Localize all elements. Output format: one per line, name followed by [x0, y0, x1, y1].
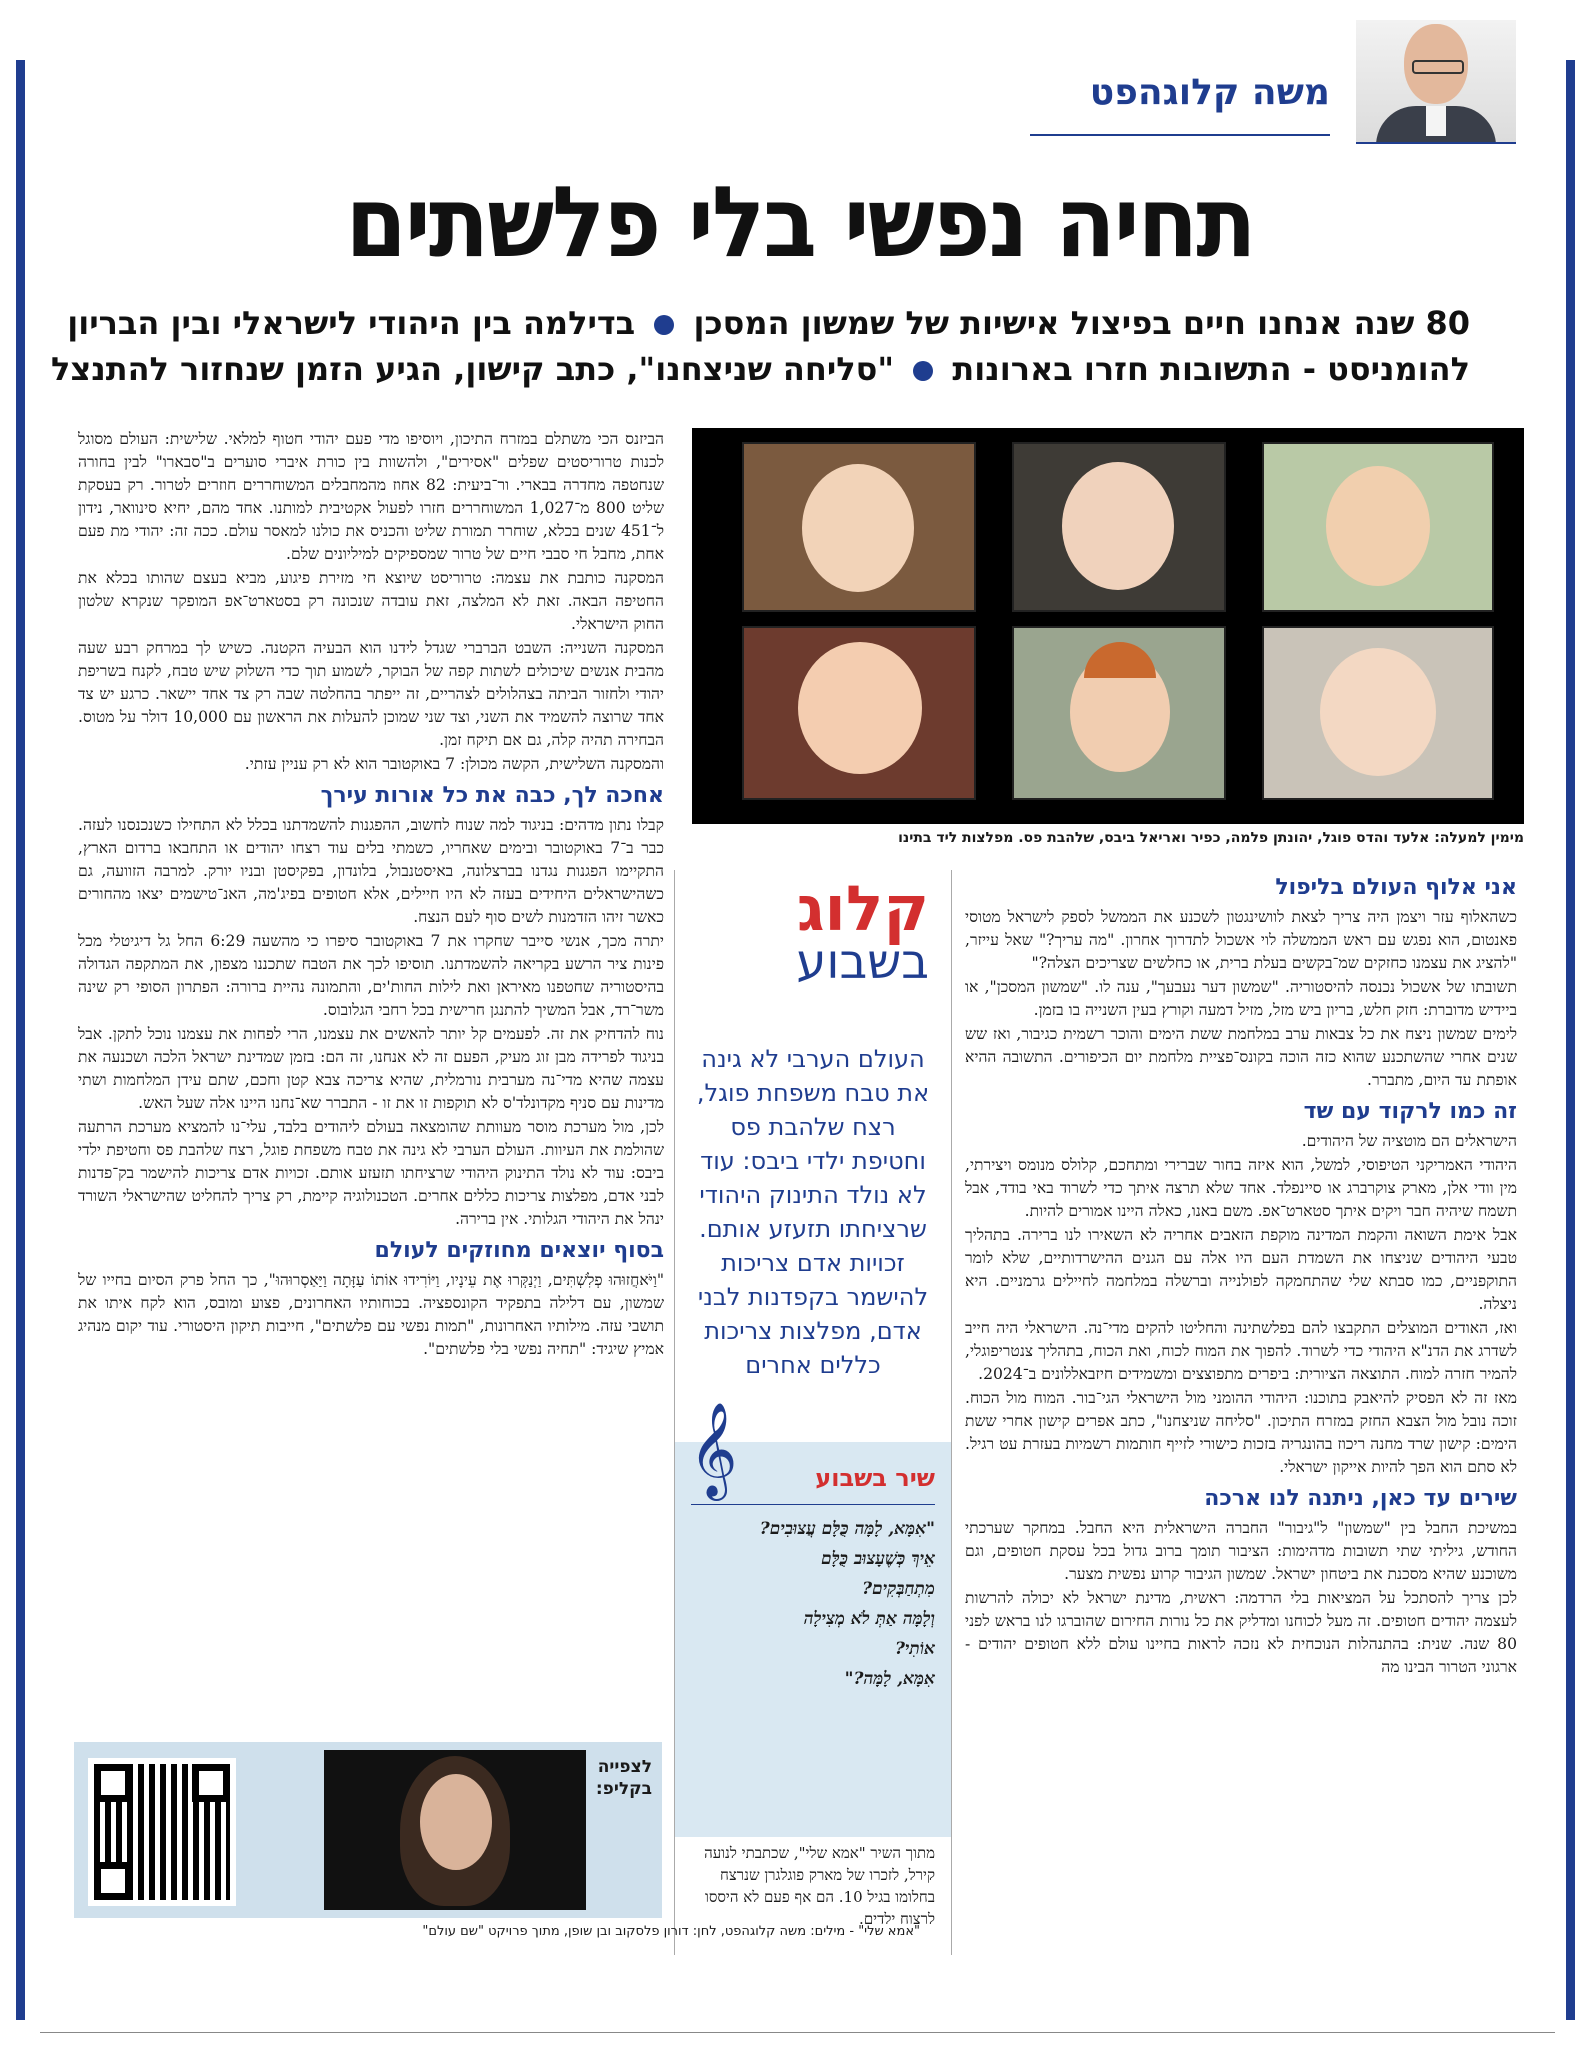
verse-line: אִמָּא, לָמָּה?"	[844, 1669, 935, 1689]
section-title: אני אלוף העולם בליפול	[1275, 875, 1517, 900]
subhead	[40, 300, 1470, 392]
bullet-icon	[913, 361, 933, 381]
author-photo	[1356, 20, 1516, 144]
paragraph: ואז, האודים המוצלים התקבצו להם בפלשתינה והחליטו להקים מדי־נה. הישראלי היה חייב לשדרג את הדנ"א היהודי כדי לשרוד. להפוך את המוח לכוח, ואת הכוח, בתהליך צנטריפוגלי, להמיר חזרה למוח. התוצאה הציורית: ביפרים מתפוצצים ומשמידים חיזבאללונים ב־2024.	[965, 1319, 1517, 1383]
child-photo	[1012, 626, 1226, 800]
paragraph: הביזנס הכי משתלם במזרח התיכון, ויוסיפו מדי פעם יהודי חטוף למלאי. שלישית: העולם מסוגל לכנות טרוריסטים שפלים "אסירים", ולהשוות בין כורת איברי סוערים ב"סבארו" לבין בחורה שנחטפה מחדרה בבארי. ור־ביעית: 82 אחוז מהמחבלים המשוחררים חוזרים לטרור. רק בעסקת שליט 800 מ־1,027 המשוחררים חזרו לפעול אקטיבית למותנו. אחד מהם, יחיא סינוואר, נידון ל־451 שנים בכלא, שוחרר תמורת שליט והכניס את כולנו למאסר עולם. ככה זה: יהודי מת פעם אחת, מחבל חי סבבי חיים של טרור שמספיקים למיליונים שלם.	[78, 430, 664, 563]
verse-line: וְלָמָּה אַתְּ לֹא מְצִילָה	[803, 1609, 935, 1629]
song-rule	[691, 1504, 935, 1505]
subhead-1a: 80 שנה אנחנו חיים בפיצול אישיות של שמשון המסכן	[693, 304, 1470, 342]
paragraph: היהודי האמריקני הטיפוסי, למשל, הוא איזה בחור שברירי ומתחכם, קלולס מנומס ויצירתי, מין וודי אלן, מארק צוקרברג או סיינפלד. אחד שלא תרצה איתך כדי לשרוד באי בודד, אבל תשמח שיהיה חבר ויקים איתך סטארט־אפ. משם באנו, כאלה היינו אמורים להיות.	[965, 1156, 1517, 1220]
photo-grid	[692, 428, 1524, 824]
video-panel	[74, 1742, 662, 1918]
child-photo	[1262, 442, 1494, 612]
paragraph: נוח להדחיק את זה. לפעמים קל יותר להאשים את עצמנו, הרי לפחות את עצמנו נוכל לתקן. אבל בניגוד לפרידה מבן זוג מעיק, הפעם זה לא אנחנו, זה הם: בזמן שמדינת ישראל הלכה ושכנעה את עצמה שהיא מדי־נה מערבית נורמלית, שהיא צריכה צבא קטן וחכם, שתם עידן המלחמות ושתי מדינות עם סניף מקדונלד'ס לא תוקפות זו את זו - התברר שא־נחנו היינו אלה שעל האש.	[78, 1025, 664, 1112]
paragraph: לימים שמשון ניצח את כל צבאות ערב במלחמת ששת הימים והוכר רשמית כגיבור, ואז שש שנים אחרי שהשתכנע שהוא כזה הוכה בקונס־פציית מלחמת יום הכיפורים. התשובה ההיא אופתת עד היום, מתברר.	[965, 1025, 1517, 1089]
author-underline	[1030, 134, 1330, 136]
paragraph: הישראלים הם מוטציה של היהודים.	[1301, 1132, 1517, 1150]
section-title: בסוף יוצאים מחוזקים לעולם	[374, 1238, 664, 1263]
section-title: שירים עד כאן, ניתנה לנו ארכה	[1204, 1486, 1517, 1511]
section-title: זה כמו לרקוד עם שד	[1303, 1099, 1517, 1124]
paragraph: קבלו נתון מדהים: בניגוד למה שנוח לחשוב, ההפגנות להשמדתנו בכלל לא התחילו כשנכנסנו לעזה. כבר ב־7 באוקטובר ובימים שאחריו, כשמתי בלים עוד רצחו יהודים או התחבאו ברדום הארץ, התקיימו הפגנות נגדנו בברצלונה, באיסטנבול, בלונדון, בפקיסטן ובניו יורק. למרבה הזוועה, גם כשהישראלים היחידים בעזה לא היו חיילים, אלא חטופים בפיג'מה, האנ־טישמים יצאו מהחורים כאשר זיהו הזדמנות לשים סוף לעם הנצח.	[78, 816, 664, 926]
paragraph: "וַיֹּאחֲזוּהוּ פְלִשְׁתִּים, וַיְנַקְּרוּ אֶת עֵינָיו, וַיּוֹרִידוּ אוֹתוֹ עַזָּתָה וַיַּאַסְרוּהוּ", כך החל פרק הסיום בחייו של שמשון, עם דלילה בתפקיד הקונספציה. בכוחותיו האחרונים, פצוע ומובס, הוא לקח איתו את תושבי עזה. מילותיו האחרונות, "תמות נפשי עם פלשתים", חייבות תיקון היסטורי. עוד יקום מנהיג אמיץ שיגיד: "תחיה נפשי בלי פלשתים".	[78, 1271, 664, 1358]
paragraph: המסקנה השנייה: השבט הברברי שגדל לידנו הוא הבעיה הקטנה. כשיש לך במרחק רבע שעה מהבית אנשים שיכולים לשתות קפה של הבוקר, לשמוע תוך כדי השלוק שיש טבח, לקנח בשריפת יהודי ולחזור הביתה בצהלולים לצהריים, זה ייפתר בהחלטה שבה רק צד אחד יישאר. כרגע יש צד אחד שרוצה להשמיד את השני, וצד שני שמוכן להעלות את הראשון עם 10,000 דולר על מטוס. הבחירה תהיה קלה, גם אם תיקח זמן.	[78, 639, 664, 749]
paragraph: יתרה מכך, אנשי סייבר שחקרו את 7 באוקטובר סיפרו כי מהשעה 6:29 החל גל דיגיטלי מכל פינות ציר הרשע בקריאה להשמדתנו. תוסיפו לכך את הטבח שתכננו מצפון, את המתקפה הגדולה בהיסטוריה שחטפנו מאיראן ואת לילות החות'ים, והתמונה נהיית ברורה: הפתרון הסופי רק שינה משר־רד, אבל המשיך להתנגן חרישית בכל רחבי הגלובוס.	[78, 932, 664, 1019]
song-panel	[675, 1402, 951, 1837]
paragraph: במשיכת החבל בין "שמשון" ל"גיבור" החברה הישראלית היא החבל. במחקר שערכתי החודש, גיליתי שתי תשובות מדהימות: הציבור תומך ברוב גדול בכל עסקת חטופים, וגם משוכנע שהיא מסכנת את ביטחון ישראל. שמשון הגיבור קרוע נפשית מצער.	[965, 1519, 1517, 1583]
logo-bottom: בשבוע	[796, 934, 929, 990]
left-margin-bar	[16, 60, 25, 2020]
verse-line: אֵיךְ כְּשֶׁעָצוּב כֻּלָּם	[821, 1549, 935, 1569]
paragraph: כשהאלוף עזר ויצמן היה צריך לצאת לוושינגטון לשכנע את הממשל לספק לישראל מטוסי פאנטום, הוא נפגש עם ראש הממשלה לוי אשכול לתדרוך אחרון. "מה עריך?" שאל עייזר, "להציג את עצמנו כחזקים שמ־בקשים בעלת ברית, או כחלשים שצריכים הצלה?"	[965, 908, 1517, 972]
music-note-icon: 𝄞	[689, 1402, 738, 1497]
watch-label: לצפייה בקליפ:	[595, 1757, 652, 1799]
song-verse	[691, 1514, 935, 1694]
child-photo	[742, 626, 976, 800]
verse-line: "אִמָּא, לָמָּה כֻּלָּם עֲצוּבִים?	[759, 1519, 935, 1539]
photo-caption: מימין למעלה: אלעד והדס פוגל, יהונתן פלמה, כפיר ואריאל ביבס, שלהבת פס. מפלצות ליד בתינו	[898, 830, 1524, 846]
song-note: מתוך השיר "אמא שלי", שכתבתי לנועה קירל, לזכרו של מארק פוגלגרן שנרצח בחלומו בגיל 10. הם אף פעם לא היססו לרצוח ילדים.	[704, 1844, 935, 1928]
paragraph: לכן, מול מערכת מוסר מעוותת שהומצאה בעולם ליהודים בלבד, עלי־נו להמציא מערכת הרתעה שהולמת את העיוות. העולם הערבי לא גינה את טבח משפחת פוגל, רצח שלהבת פס וחטיפת ילדי ביבס: עוד לא נולד התינוק היהודי שרציחתו תזעזע אותם. זכויות אדם צריכות להישמר בק־פדנות לבני אדם, מפלצות צריכות כללים אחרים. הטכנולוגיה קיימת, רק צריך להחליט שהישראלי השורד ינהל את היהודי הגלותי. אין ברירה.	[78, 1118, 664, 1228]
pull-quote-box	[674, 870, 952, 1955]
paragraph: והמסקנה השלישית, הקשה מכולן: 7 באוקטובר הוא לא רק עניין עזתי.	[244, 755, 664, 773]
subhead-2a: להומניסט - התשובות חזרו בארונות	[952, 350, 1470, 388]
pull-quote: העולם הערבי לא גינה את טבח משפחת פוגל, רצח שלהבת פס וחטיפת ילדי ביבס: עוד לא נולד התינוק היהודי שרציחתו תזעזע אותם. זכויות אדם צריכות להישמר בקפדנות לבני אדם, מפלצות צריכות כללים אחרים	[696, 1045, 930, 1379]
verse-line: אוֹתִי?	[894, 1639, 935, 1659]
verse-line: מִתְחַבְּקִים?	[862, 1579, 935, 1599]
subhead-2b: "סליחה שניצחנו", כתב קישון, הגיע הזמן שנחזור להתנצל	[50, 350, 895, 388]
right-column	[965, 868, 1517, 2018]
song-credit: "אמא שלי" - מילים: משה קלוגהפט, לחן: דורון פלסקוב ובן שופן, מתוך פרויקט "שם עולם"	[422, 1924, 920, 1939]
child-photo	[1012, 442, 1226, 612]
bullet-icon	[654, 315, 674, 335]
paragraph: מאז זה לא הפסיק להיאבק בתוכנו: היהודי ההומני מול הישראלי הגי־בור. המוח מול הכוח. זוכה נובל מול הצבא החזק במזרח התיכון. "סליחה שניצחנו", כתב אפרים קישון אחרי ששת הימים: קישון שרד מחנה ריכוז בהונגריה בזכות כישורי לזייף חותמות רשמיות בעזרת עט רגיל. לא סתם הוא הפך להיות אייקון ישראלי.	[965, 1389, 1517, 1476]
song-title: שיר בשבוע	[815, 1464, 935, 1492]
video-thumbnail[interactable]	[324, 1750, 586, 1910]
qr-code[interactable]	[88, 1758, 236, 1906]
child-photo	[1262, 626, 1494, 800]
headline: תחיה נפשי בלי פלשתים	[345, 166, 1255, 280]
paragraph: אבל אימת השואה והקמת המדינה מוקפת הזאבים אחריה לא השאירו לנו ברירה. בתהליך טבעי היהודים שניצחו את השמדת העם היו אלה עם הגנים ההישרדותיים, שלא לומר התוקפניים, כמו סבתא שלי שהתחמקה לפולנייה וברשלה במלחמה לחיילים גרמניים. היא ניצלה.	[965, 1226, 1517, 1313]
child-photo	[742, 442, 976, 612]
paragraph: המסקנה כותבת את עצמה: טרוריסט שיוצא חי מזירת פיגוע, מביא בעצם שהותו בכלא את החטיפה הבאה. זאת לא המלצה, זאת עובדה שנכונה רק בסטארט־אפ המופקר שנקרא שלטון החוק הישראלי.	[78, 569, 664, 633]
logo-top: קלוג	[796, 872, 929, 945]
left-column	[78, 428, 664, 1728]
bottom-rule	[40, 2032, 1555, 2033]
subhead-1b: בדילמה בין היהודי לישראלי ובין הבריון	[67, 304, 636, 342]
paragraph: תשובתו של אשכול נכנסה להיסטוריה. "שמשון דער נעבעך", ענה לו. "שמשון המסכן", או ביידיש מדוברת: חזק חלש, בריון ביש מזל, מזיל דמעה וקורץ בעין השנייה בו בזמן.	[965, 978, 1517, 1019]
paragraph: לכן צריך להסתכל על המציאות בלי הרדמה: ראשית, מדינת ישראל לא יכולה להרשות לעצמה יהודים חטופים. זה מעל לכוחנו ומדליק את כל נורות החירום שהוברגו לנו בראש לפני 80 שנה. שנית: בהתנהלות הנוכחית לא נזכה לראות בחיינו עולם ללא חטופים יהודים - ארגוני הטרור הבינו מה	[965, 1589, 1517, 1676]
author-name: משה קלוגהפט	[1089, 72, 1330, 113]
right-margin-bar	[1566, 60, 1575, 2020]
section-title: אחכה לך, כבה את כל אורות עירך	[320, 783, 664, 808]
